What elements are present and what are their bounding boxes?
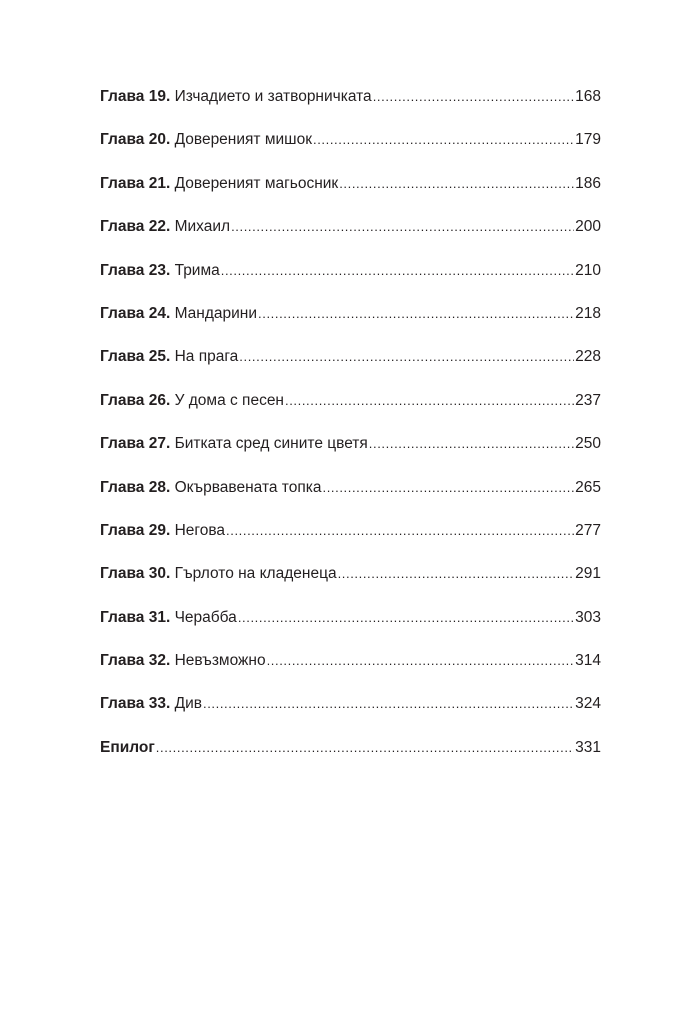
toc-entry-chapter-26 (100, 390, 601, 433)
toc-entry-label (100, 477, 321, 499)
toc-dot-leader (226, 520, 574, 542)
toc-entry-chapter-30 (100, 563, 601, 606)
toc-page-number: 186 (575, 174, 601, 192)
toc-entry-chapter-24 (100, 303, 601, 346)
toc-dot-leader (156, 737, 574, 759)
toc-chapter-title: Михаил (174, 218, 231, 236)
toc-chapter-number: Глава 25. (100, 348, 171, 366)
toc-entry-label (100, 86, 372, 108)
toc-entry-chapter-27 (100, 433, 601, 476)
toc-dot-leader (203, 693, 574, 715)
toc-entry-label (100, 129, 312, 151)
toc-dot-leader (285, 390, 574, 412)
toc-entry-label (100, 173, 338, 195)
toc-entry-chapter-31 (100, 607, 601, 650)
toc-chapter-number: Глава 29. (100, 521, 171, 539)
toc-chapter-title: Див (174, 695, 202, 713)
toc-entry-chapter-22 (100, 216, 601, 259)
toc-page-number: 210 (575, 261, 601, 279)
toc-entry-label (100, 737, 155, 759)
toc-dot-leader (313, 129, 574, 151)
toc-entry-label (100, 216, 230, 238)
toc-page-number: 331 (575, 738, 601, 756)
toc-entry-label (100, 433, 368, 455)
toc-entry-label (100, 650, 266, 672)
toc-chapter-number: Епилог (100, 738, 155, 756)
toc-entry-chapter-20 (100, 129, 601, 172)
toc-page-number: 291 (575, 565, 601, 583)
toc-chapter-number: Глава 32. (100, 652, 171, 670)
toc-chapter-title: Довереният магьосник (174, 174, 339, 192)
toc-entry-chapter-29 (100, 520, 601, 563)
toc-chapter-number: Глава 28. (100, 478, 171, 496)
toc-entry-label (100, 607, 237, 629)
toc-entry-label (100, 563, 337, 585)
toc-chapter-number: Глава 22. (100, 218, 171, 236)
toc-chapter-number: Глава 24. (100, 304, 171, 322)
toc-dot-leader (338, 563, 575, 585)
toc-dot-leader (221, 260, 574, 282)
toc-chapter-title: Довереният мишок (174, 131, 312, 149)
toc-dot-leader (339, 173, 574, 195)
toc-page-number: 168 (575, 88, 601, 105)
toc-dot-leader (267, 650, 575, 672)
toc-dot-leader (231, 216, 574, 238)
toc-entry-chapter-23 (100, 260, 601, 303)
toc-entry-label (100, 260, 220, 282)
toc-dot-leader (322, 477, 574, 499)
toc-chapter-title: Мандарини (174, 304, 258, 322)
toc-chapter-number: Глава 20. (100, 131, 171, 149)
toc-chapter-title: Трима (174, 261, 220, 279)
toc-chapter-number: Глава 33. (100, 695, 171, 713)
toc-entry-chapter-28 (100, 477, 601, 520)
toc-entry-chapter-33 (100, 693, 601, 736)
toc-page-number: 218 (575, 304, 601, 322)
toc-entry-label (100, 303, 257, 325)
table-of-contents (100, 86, 601, 780)
toc-chapter-title: Невъзможно (174, 652, 266, 670)
toc-entry-epilogue (100, 737, 601, 780)
toc-page-number: 179 (575, 131, 601, 149)
toc-entry-chapter-19 (100, 86, 601, 129)
toc-chapter-title: Негова (174, 521, 226, 539)
toc-dot-leader (373, 86, 574, 108)
toc-chapter-number: Глава 23. (100, 261, 171, 279)
toc-dot-leader (258, 303, 574, 325)
toc-chapter-title: Окървавената топка (174, 478, 322, 496)
toc-chapter-number: Глава 31. (100, 608, 171, 626)
toc-chapter-number: Глава 30. (100, 565, 171, 583)
toc-page-number: 250 (575, 435, 601, 453)
toc-chapter-number: Глава 19. (100, 88, 171, 105)
toc-chapter-title: Гърлото на кладенеца (174, 565, 337, 583)
toc-chapter-title: Изчадието и затворничката (174, 88, 372, 105)
toc-dot-leader (369, 433, 574, 455)
toc-entry-chapter-21 (100, 173, 601, 216)
toc-chapter-number: Глава 26. (100, 391, 171, 409)
toc-entry-chapter-25 (100, 346, 601, 389)
toc-chapter-title: У дома с песен (174, 391, 284, 409)
toc-entry-label (100, 693, 202, 715)
toc-chapter-title: На прага (174, 348, 239, 366)
toc-page-number: 314 (575, 652, 601, 670)
toc-page-number: 324 (575, 695, 601, 713)
toc-page-number: 228 (575, 348, 601, 366)
toc-page-number: 200 (575, 218, 601, 236)
toc-page-number: 237 (575, 391, 601, 409)
toc-entry-label (100, 390, 284, 412)
toc-chapter-title: Черабба (174, 608, 237, 626)
toc-dot-leader (239, 346, 574, 368)
toc-chapter-title: Битката сред сините цветя (174, 435, 368, 453)
toc-entry-label (100, 520, 225, 542)
toc-dot-leader (238, 607, 574, 629)
toc-page-number: 303 (575, 608, 601, 626)
toc-chapter-number: Глава 21. (100, 174, 171, 192)
toc-page-number: 265 (575, 478, 601, 496)
toc-page-number: 277 (575, 521, 601, 539)
toc-entry-label (100, 346, 238, 368)
toc-entry-chapter-32 (100, 650, 601, 693)
toc-chapter-number: Глава 27. (100, 435, 171, 453)
